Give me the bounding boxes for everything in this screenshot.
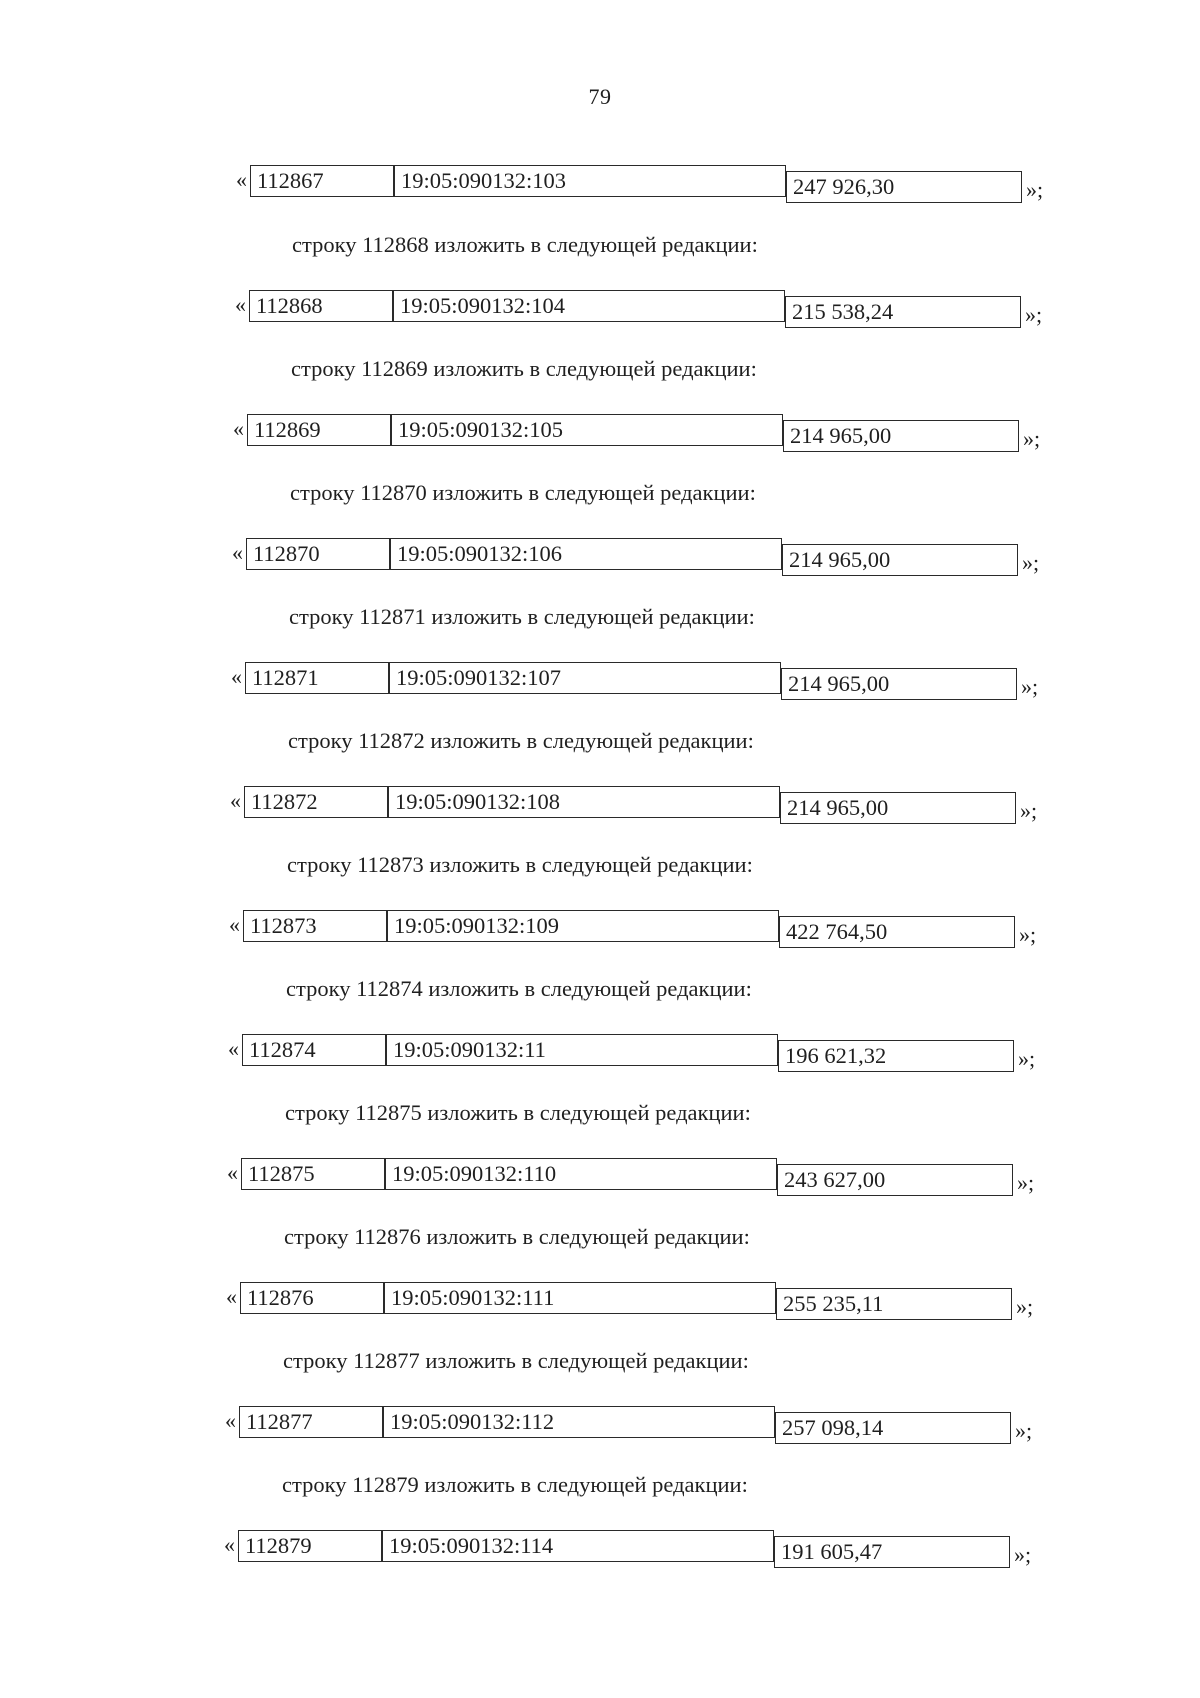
row-number-cell: 112879: [238, 1530, 382, 1562]
opening-quote: «: [228, 1036, 239, 1061]
closing-quote: »;: [1018, 1046, 1036, 1071]
row-number-cell: 112873: [243, 910, 387, 942]
cadastral-number-cell: 19:05:090132:114: [382, 1530, 774, 1562]
instruction-text: строку 112869 изложить в следующей редакции:: [291, 356, 757, 381]
row-number-cell: 112869: [247, 414, 391, 446]
instruction-text: строку 112879 изложить в следующей редакции:: [282, 1472, 748, 1497]
cadastral-value-cell: 257 098,14: [775, 1412, 1011, 1444]
opening-quote: «: [232, 540, 243, 565]
cadastral-number-cell: 19:05:090132:104: [393, 290, 785, 322]
cadastral-number-cell: 19:05:090132:112: [383, 1406, 775, 1438]
cadastral-number-cell: 19:05:090132:107: [389, 662, 781, 694]
opening-quote: «: [236, 167, 247, 192]
closing-quote: »;: [1026, 177, 1044, 202]
instruction-text: строку 112877 изложить в следующей редакции:: [283, 1348, 749, 1373]
cadastral-number-cell: 19:05:090132:110: [385, 1158, 777, 1190]
opening-quote: «: [235, 292, 246, 317]
cadastral-value-cell: 196 621,32: [778, 1040, 1014, 1072]
opening-quote: «: [225, 1408, 236, 1433]
cadastral-value-cell: 191 605,47: [774, 1536, 1010, 1568]
closing-quote: »;: [1019, 922, 1037, 947]
instruction-text: строку 112868 изложить в следующей редакции:: [292, 232, 758, 257]
opening-quote: «: [224, 1532, 235, 1557]
closing-quote: »;: [1014, 1542, 1032, 1567]
closing-quote: »;: [1022, 550, 1040, 575]
row-number-cell: 112872: [244, 786, 388, 818]
closing-quote: »;: [1021, 674, 1039, 699]
instruction-text: строку 112870 изложить в следующей редакции:: [290, 480, 756, 505]
closing-quote: »;: [1023, 426, 1041, 451]
closing-quote: »;: [1020, 798, 1038, 823]
cadastral-number-cell: 19:05:090132:11: [386, 1034, 778, 1066]
cadastral-value-cell: 247 926,30: [786, 171, 1022, 203]
opening-quote: «: [226, 1284, 237, 1309]
instruction-text: строку 112874 изложить в следующей редакции:: [286, 976, 752, 1001]
row-number-cell: 112871: [245, 662, 389, 694]
row-number-cell: 112875: [241, 1158, 385, 1190]
cadastral-value-cell: 422 764,50: [779, 916, 1015, 948]
cadastral-value-cell: 243 627,00: [777, 1164, 1013, 1196]
instruction-text: строку 112872 изложить в следующей редакции:: [288, 728, 754, 753]
row-number-cell: 112874: [242, 1034, 386, 1066]
opening-quote: «: [231, 664, 242, 689]
closing-quote: »;: [1016, 1294, 1034, 1319]
instruction-text: строку 112876 изложить в следующей редакции:: [284, 1224, 750, 1249]
closing-quote: »;: [1015, 1418, 1033, 1443]
opening-quote: «: [227, 1160, 238, 1185]
opening-quote: «: [230, 788, 241, 813]
cadastral-value-cell: 214 965,00: [783, 420, 1019, 452]
closing-quote: »;: [1017, 1170, 1035, 1195]
cadastral-number-cell: 19:05:090132:106: [390, 538, 782, 570]
cadastral-number-cell: 19:05:090132:105: [391, 414, 783, 446]
row-number-cell: 112877: [239, 1406, 383, 1438]
closing-quote: »;: [1025, 302, 1043, 327]
page-number: 79: [588, 84, 612, 109]
cadastral-value-cell: 214 965,00: [781, 668, 1017, 700]
instruction-text: строку 112875 изложить в следующей редакции:: [285, 1100, 751, 1125]
cadastral-value-cell: 215 538,24: [785, 296, 1021, 328]
opening-quote: «: [229, 912, 240, 937]
row-number-cell: 112870: [246, 538, 390, 570]
cadastral-number-cell: 19:05:090132:103: [394, 165, 786, 197]
row-number-cell: 112876: [240, 1282, 384, 1314]
row-number-cell: 112868: [249, 290, 393, 322]
cadastral-value-cell: 214 965,00: [780, 792, 1016, 824]
opening-quote: «: [233, 416, 244, 441]
row-number-cell: 112867: [250, 165, 394, 197]
cadastral-value-cell: 214 965,00: [782, 544, 1018, 576]
instruction-text: строку 112871 изложить в следующей редакции:: [289, 604, 755, 629]
cadastral-value-cell: 255 235,11: [776, 1288, 1012, 1320]
instruction-text: строку 112873 изложить в следующей редакции:: [287, 852, 753, 877]
cadastral-number-cell: 19:05:090132:108: [388, 786, 780, 818]
cadastral-number-cell: 19:05:090132:109: [387, 910, 779, 942]
cadastral-number-cell: 19:05:090132:111: [384, 1282, 776, 1314]
